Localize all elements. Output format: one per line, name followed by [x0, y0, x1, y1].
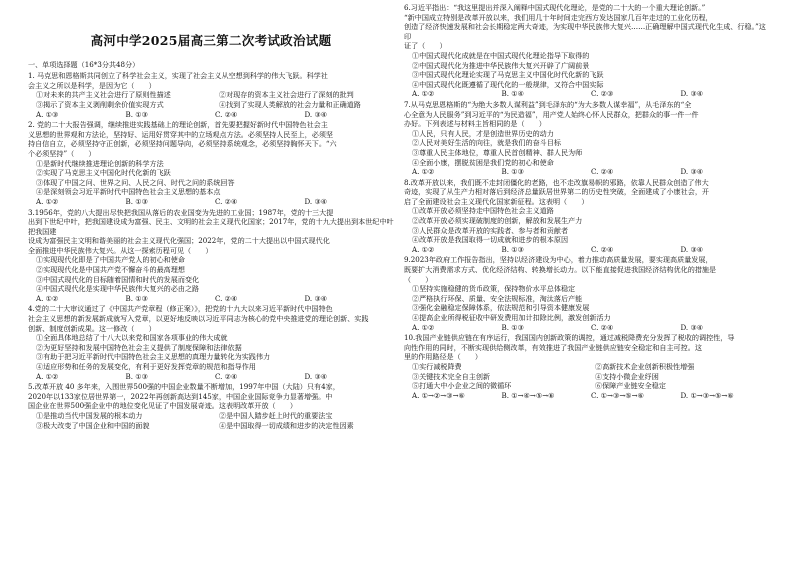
answer-choices — [404, 245, 770, 255]
answer-choices — [28, 110, 394, 120]
question-stem-line: 创新、制度创新成果。这一修改（ ） — [28, 323, 156, 333]
statement-option-row — [28, 100, 394, 110]
answer-choice: A. ①② — [412, 244, 435, 254]
answer-choice: B. ①③ — [501, 322, 524, 332]
statement-option: ③中国式现代化理论实现了马克思主义中国化时代化新的飞跃 — [412, 70, 604, 80]
statement-option: ②高新技术企业创新积极性增强 — [595, 361, 695, 371]
answer-choices — [28, 294, 394, 304]
question-stem-line: 5.改革开放 40 多年来，入围世界500强的中国企业数量不断增加，1997年中国（大陆）只有4家， — [28, 382, 340, 392]
question-block — [404, 178, 770, 255]
answer-choice: D. ③④ — [680, 167, 704, 177]
statement-option: ③极大改变了中国企业和中国的面貌 — [36, 420, 150, 430]
statement-option: ④适应形势和任务的发展变化，有利于更好发挥党章的规范和指导作用 — [36, 362, 256, 371]
statement-option: ①人民，只有人民，才是创造世界历史的动力 — [412, 128, 554, 138]
statement-option: ③中国式现代化的目标随着国情和时代的发展而变化 — [36, 274, 200, 284]
statement-option: ③有助于把习近平新时代中国特色社会主义思想的真理力量转化为实践伟力 — [36, 352, 271, 362]
question-stem-line: 既要扩大消费需求方式、优化经济结构、转换增长动力。以下能直接促进我国经济结构优化的措施是 — [404, 265, 717, 275]
question-stem-line: 3.1956年，党的八大提出尽快把我国从落后的农业国变为先进的工业国；1987年，党的十三大提 — [28, 207, 334, 217]
statement-option: ④中国式现代化既遵循了现代化的一般规律，又符合中国实际 — [412, 79, 604, 89]
statement-option: ④支持小微企业纾困 — [595, 371, 659, 381]
question-stem-line: “新中国成立特别是改革开放以来，我们用几十年时间走完西方发达国家几百年走过的工业化历程， — [404, 12, 713, 22]
answer-choice: D. ③④ — [304, 196, 328, 206]
answer-choice: B. ①③ — [501, 167, 524, 177]
answer-choice: B. ①③ — [125, 293, 148, 303]
statement-option: ④是深刻领会习近平新时代中国特色社会主义思想的基本点 — [36, 187, 221, 197]
statement-option-row — [404, 381, 770, 391]
answer-choice: A. ①② — [412, 167, 435, 177]
statement-option: ①是新时代继续推进理论创新的科学方法 — [36, 158, 164, 168]
statement-option: ①实行减税降费 — [412, 361, 462, 371]
statement-option: ⑥保障产业链安全稳定 — [595, 381, 666, 391]
statement-option: ③关键技术完全自主创新 — [412, 371, 491, 381]
question-stem-line: 2. 党的二十大报告强调，继续推进实践基础上的理论创新，首先要把握好新时代中国特色社会主 — [28, 120, 328, 130]
answer-choice: A. ①② — [36, 293, 59, 303]
answer-choice: D. ③④ — [304, 109, 328, 119]
question-block — [28, 71, 394, 119]
statement-option: ②是中国人踏步赶上时代的重要法宝 — [219, 410, 333, 420]
question-stem-line: 设成为富强民主文明和谐美丽的社会主义现代化强国；2022年，党的二十大提出以中国式现代化 — [28, 236, 330, 246]
answer-choice: A. ①② — [412, 322, 435, 332]
question-stem-line: 8.改革开放以来，我们既不走封闭僵化的老路，也不走改旗易帜的邪路，依靠人民群众创造了伟大 — [404, 177, 709, 187]
statement-option: ①全面具体地总结了十八大以来党和国家各项事业的伟大成就 — [36, 333, 228, 343]
statement-option-row — [28, 421, 394, 431]
answer-choice: C. ②④ — [591, 167, 614, 177]
question-stem-line: 创造了经济快速发展和社会长期稳定两大奇迹，为实现中华民族伟大复兴……正确理解中国式现代化生成、行稳。”这印 — [404, 22, 766, 41]
statement-option: ②实现了马克思主义中国化时代化新的飞跃 — [36, 168, 171, 178]
statement-option: ①改革开放必须坚持走中国特色社会主义道路 — [412, 206, 554, 216]
answer-choices — [404, 89, 770, 99]
statement-option: ①对未来的共产主义社会进行了原则性描述 — [36, 90, 171, 100]
answer-choices — [404, 167, 770, 177]
statement-option-row — [28, 90, 394, 100]
question-stem-line: 出到下世纪中叶，把我国建设成为富强、民主、文明的社会主义现代化国家；2017年，党的十九大提出到本世纪中叶把我国建 — [28, 217, 394, 236]
question-stem-line: 4.党的二十大审议通过了《中国共产党章程（修正案）》，把党的十九大以来习近平新时代中国特色 — [28, 304, 333, 314]
answer-choices — [404, 391, 770, 401]
answer-choice: C. ②③ — [591, 89, 614, 99]
left-questions — [28, 71, 394, 430]
statement-option: ⑤打通大中小企业之间的微循环 — [412, 381, 512, 391]
answer-choice: B. ①③ — [501, 244, 524, 254]
question-block — [404, 100, 770, 177]
statement-option: ②对现存的资本主义社会进行了深刻的批判 — [219, 90, 354, 100]
answer-choice: D. ①→③→⑤→⑥ — [680, 390, 734, 400]
statement-option: ③体现了中国之问、世界之问、人民之问、时代之问的系统回答 — [36, 177, 235, 187]
question-stem-line: 奇迹，实现了从生产力相对落后到经济总量跃居世界第二的历史性突破，全面建成了小康社会，开 — [404, 187, 710, 197]
statement-option: ①坚持实施稳健的货币政策，保持物价水平总体稳定 — [412, 284, 576, 294]
question-stem-line: 里的作用路径是（ ） — [404, 352, 483, 362]
statement-option: ①实现现代化即是了中国共产党人的初心和使命 — [36, 255, 185, 265]
answer-choice: B. ①③ — [125, 371, 148, 381]
question-stem-line: 7.从马克思恩格斯的“为绝大多数人谋利益”到毛泽东的“为大多数人谋幸福”，从毛泽东的“全 — [404, 99, 692, 109]
statement-option: ④改革开放是我国取得一切成就和进步的根本原因 — [412, 235, 569, 245]
question-stem-line: 社会主义思想的新发展新成就写入党章，以更好地反映以习近平同志为核心的党中央推进党的理论创新、实践 — [28, 314, 369, 324]
answer-choice: D. ③④ — [304, 371, 328, 381]
question-stem-line: 会主义之所以是科学，是因为它（ ） — [28, 80, 156, 90]
answer-choice: C. ②④ — [215, 109, 238, 119]
answer-choice: B. ①③ — [125, 109, 148, 119]
left-column — [28, 0, 394, 560]
answer-choice: D. ③④ — [680, 244, 704, 254]
question-stem-line: （ ） — [404, 274, 433, 284]
question-stem-line: 向性作用的同时，不断实现供给侧改革，有效推进了我国产业链供应链安全稳定和自主可控。这 — [404, 342, 702, 352]
statement-option: ④提高企业所得税征收中研发费用加计扣除比例，激发创新活力 — [412, 313, 611, 322]
answer-choice: C. ①→③→⑤→⑥ — [591, 390, 644, 400]
section-heading: 一、单项选择题（16*3分共48分） — [28, 59, 140, 69]
statement-option-row — [28, 411, 394, 421]
answer-choice: A. ①→②→③→⑥ — [412, 390, 465, 400]
question-stem-line: 启了全面建设社会主义现代化国家新征程。这表明（ ） — [404, 196, 589, 206]
statement-option: ①是推动当代中国发展的根本动力 — [36, 410, 143, 420]
answer-choice: C. ②④ — [215, 196, 238, 206]
right-questions — [404, 3, 770, 400]
statement-option: ②为更好坚持和发展中国特色社会主义提供了制度保障和法律依据 — [36, 342, 242, 352]
answer-choice: B. ①④ — [501, 89, 524, 99]
question-stem-line: 6.习近平指出：“我这里提出并深入阐释中国式现代化理论，是党的二十大的一个重大理论创新。” — [404, 3, 706, 12]
exam-title: 高河中学2025届高三第二次考试政治试题 — [90, 33, 332, 48]
statement-option: ②实现现代化是中国共产党不懈奋斗的最高理想 — [36, 265, 185, 275]
answer-choice: B. ①→④→⑤→⑥ — [501, 390, 555, 400]
answer-choice: D. ③④ — [304, 293, 328, 303]
question-stem-line: 国企业在世界500强企业中的地位变化见证了中国发展奇迹。这表明改革开放（ ） — [28, 401, 297, 411]
statement-option: ④是中国取得一切成绩和进步的决定性因素 — [219, 420, 354, 430]
right-column — [404, 0, 770, 562]
answer-choice: C. ②④ — [591, 244, 614, 254]
question-block — [28, 304, 394, 381]
statement-option: ②人民对美好生活的向往，就是我们的奋斗目标 — [412, 138, 561, 148]
question-stem-line: 持自信自立，必须坚持守正创新，必须坚持问题导向，必须坚持系统观念，必须坚持胸怀天下。“六 — [28, 139, 337, 149]
question-stem-line: 心全意为人民服务”到习近平的“为民造福”，用产党人始终心怀人民群众，把群众的事一件一件 — [404, 109, 699, 119]
statement-option: ③人民群众是改革开放的实践者、参与者和贡献者 — [412, 225, 569, 235]
question-stem-line: 义思想的世界观和方法论，坚持好、运用好贯穿其中的立场观点方法。必须坚持人民至上，必须坚 — [28, 129, 334, 139]
answer-choice: B. ①③ — [125, 196, 148, 206]
answer-choice: A. ①③ — [36, 109, 59, 119]
answer-choice: C. ②④ — [215, 371, 238, 381]
statement-option: ③强化金融稳定保障体系，依法规范和引导资本健康发展 — [412, 303, 590, 313]
question-block — [28, 208, 394, 304]
answer-choices — [28, 197, 394, 207]
answer-choice: C. ②④ — [215, 293, 238, 303]
answer-choice: A. ①② — [36, 371, 59, 381]
statement-option: ③揭示了资本主义剥削剩余价值实现方式 — [36, 99, 164, 109]
question-block — [28, 382, 394, 430]
question-stem-line: 1. 马克思和恩格斯共同创立了科学社会主义，实现了社会主义从空想到科学的伟大飞跃。科学社 — [28, 71, 328, 81]
statement-option-row — [404, 362, 770, 372]
answer-choices — [28, 372, 394, 382]
statement-option: ①中国式现代化成就是在中国式现代化理论指导下取得的 — [412, 50, 590, 60]
answer-choices — [404, 323, 770, 333]
question-block — [28, 120, 394, 206]
statement-option: ②严格执行环保、质量、安全法规标准，淘汰落后产能 — [412, 293, 583, 303]
question-stem-line: 2020年以133家位居世界第一，2022年再创新高达到145家，中国企业国际竞争力显著增强。中 — [28, 391, 333, 401]
statement-option: ④找到了实现人类解放的社会力量和正确道路 — [219, 99, 361, 109]
answer-choice: D. ③④ — [680, 89, 704, 99]
question-block — [404, 255, 770, 332]
statement-option: ④中国式现代化是实现中华民族伟大复兴的必由之路 — [36, 284, 200, 294]
statement-option: ④全面小康，摆脱贫困是我们党的初心和使命 — [412, 157, 554, 167]
question-stem-line: 办好。下列表述与材料主旨相同的是（ ） — [404, 119, 546, 129]
statement-option: ②改革开放必须实现破制度的创新，解放和发展生产力 — [412, 216, 583, 226]
question-stem-line: 证了（ ） — [404, 41, 447, 51]
statement-option: ②中国式现代化为推进中华民族伟大复兴开辟了广阔前景 — [412, 60, 590, 70]
statement-option-row — [404, 372, 770, 382]
question-block — [404, 333, 770, 400]
answer-choice: A. ①② — [412, 89, 435, 99]
question-stem-line: 9.2023年政府工作报告指出，坚持以经济建设为中心，着力推动高质量发展，要实现高质量发展， — [404, 255, 713, 265]
question-block — [404, 3, 770, 99]
question-stem-line: 全面推进中华民族伟大复兴。从这一探索历程可见（ ） — [28, 245, 213, 255]
answer-choice: A. ①② — [36, 196, 59, 206]
answer-choice: C. ②④ — [591, 322, 614, 332]
question-stem-line: 个必须坚持”（ ） — [28, 148, 96, 158]
answer-choice: D. ③④ — [680, 322, 704, 332]
question-stem-line: 10.我国产业链供应链在有序运行，我国国内创新政策的调控，通过减税降费充分发挥了税收的调控性，导 — [404, 333, 735, 343]
statement-option: ③尊重人民主体地位，尊重人民首创精神、群人民为师 — [412, 147, 583, 157]
